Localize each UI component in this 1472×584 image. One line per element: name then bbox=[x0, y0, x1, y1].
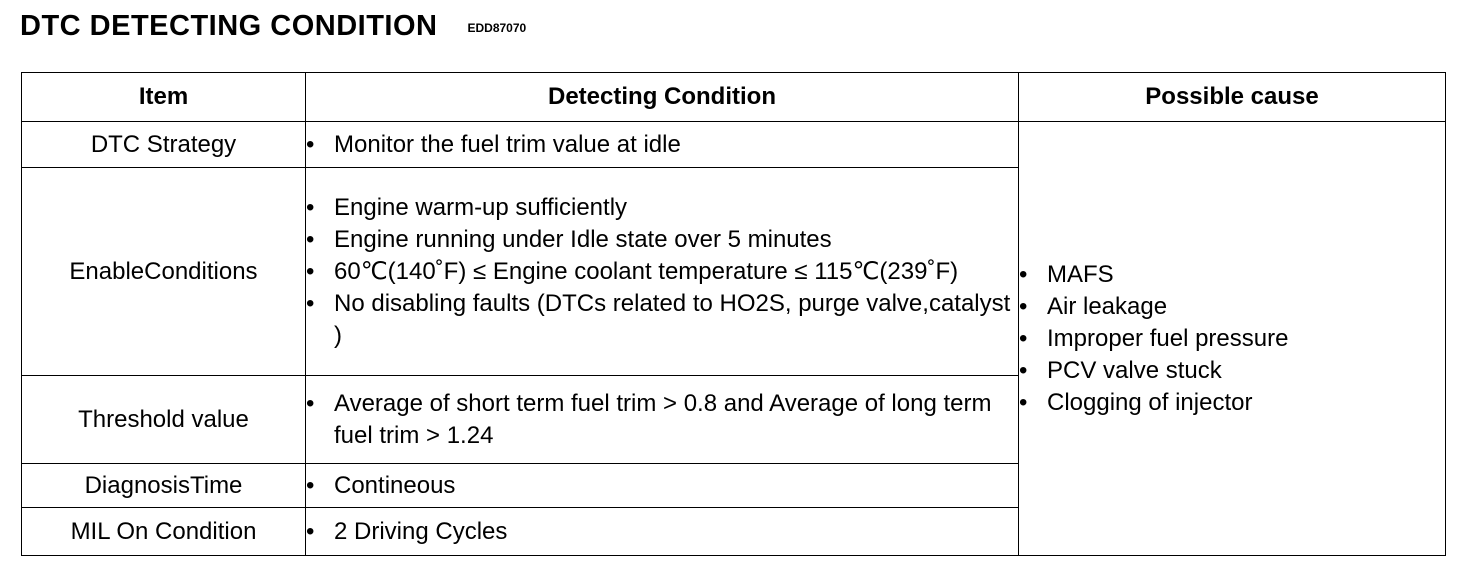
cause-item: • Improper fuel pressure bbox=[1019, 323, 1445, 355]
condition-item: • Engine running under Idle state over 5 minutes bbox=[306, 224, 1018, 256]
title-row bbox=[20, 10, 526, 46]
page-title: DTC DETECTING CONDITION bbox=[20, 10, 438, 42]
condition-list bbox=[306, 129, 1018, 161]
table-header-row bbox=[22, 73, 1446, 122]
condition-cell bbox=[306, 464, 1019, 508]
item-cell-diagnosis-time: DiagnosisTime bbox=[22, 464, 306, 508]
document-code: EDD87070 bbox=[467, 21, 527, 35]
condition-item: • Average of short term fuel trim > 0.8 and Average of long term fuel trim > 1.24 bbox=[306, 388, 1018, 452]
cause-item: • PCV valve stuck bbox=[1019, 355, 1445, 387]
column-header-detecting-condition: Detecting Condition bbox=[306, 73, 1019, 122]
condition-list bbox=[306, 516, 1018, 548]
condition-cell bbox=[306, 122, 1019, 168]
condition-item: • Monitor the fuel trim value at idle bbox=[306, 129, 1018, 161]
condition-cell bbox=[306, 508, 1019, 556]
possible-cause-cell bbox=[1019, 122, 1446, 556]
cause-item: • Air leakage bbox=[1019, 291, 1445, 323]
condition-item: • Contineous bbox=[306, 470, 1018, 502]
column-header-possible-cause: Possible cause bbox=[1019, 73, 1446, 122]
item-cell-dtc-strategy: DTC Strategy bbox=[22, 122, 306, 168]
cause-item: • Clogging of injector bbox=[1019, 387, 1445, 419]
item-cell-threshold-value: Threshold value bbox=[22, 376, 306, 464]
table-row bbox=[22, 122, 1446, 168]
condition-list bbox=[306, 192, 1018, 352]
possible-cause-list bbox=[1019, 259, 1445, 419]
condition-list bbox=[306, 388, 1018, 452]
item-cell-mil-on-condition: MIL On Condition bbox=[22, 508, 306, 556]
condition-item: • 2 Driving Cycles bbox=[306, 516, 1018, 548]
condition-list bbox=[306, 470, 1018, 502]
condition-cell bbox=[306, 168, 1019, 376]
condition-cell bbox=[306, 376, 1019, 464]
cause-item: • MAFS bbox=[1019, 259, 1445, 291]
dtc-condition-table bbox=[21, 72, 1446, 556]
column-header-item: Item bbox=[22, 73, 306, 122]
condition-item: • No disabling faults (DTCs related to HO2S, purge valve,catalyst ) bbox=[306, 288, 1018, 352]
condition-item: • Engine warm-up sufficiently bbox=[306, 192, 1018, 224]
item-cell-enable-conditions: EnableConditions bbox=[22, 168, 306, 376]
condition-item: • 60℃(140˚F) ≤ Engine coolant temperature ≤ 115℃(239˚F) bbox=[306, 256, 1018, 288]
